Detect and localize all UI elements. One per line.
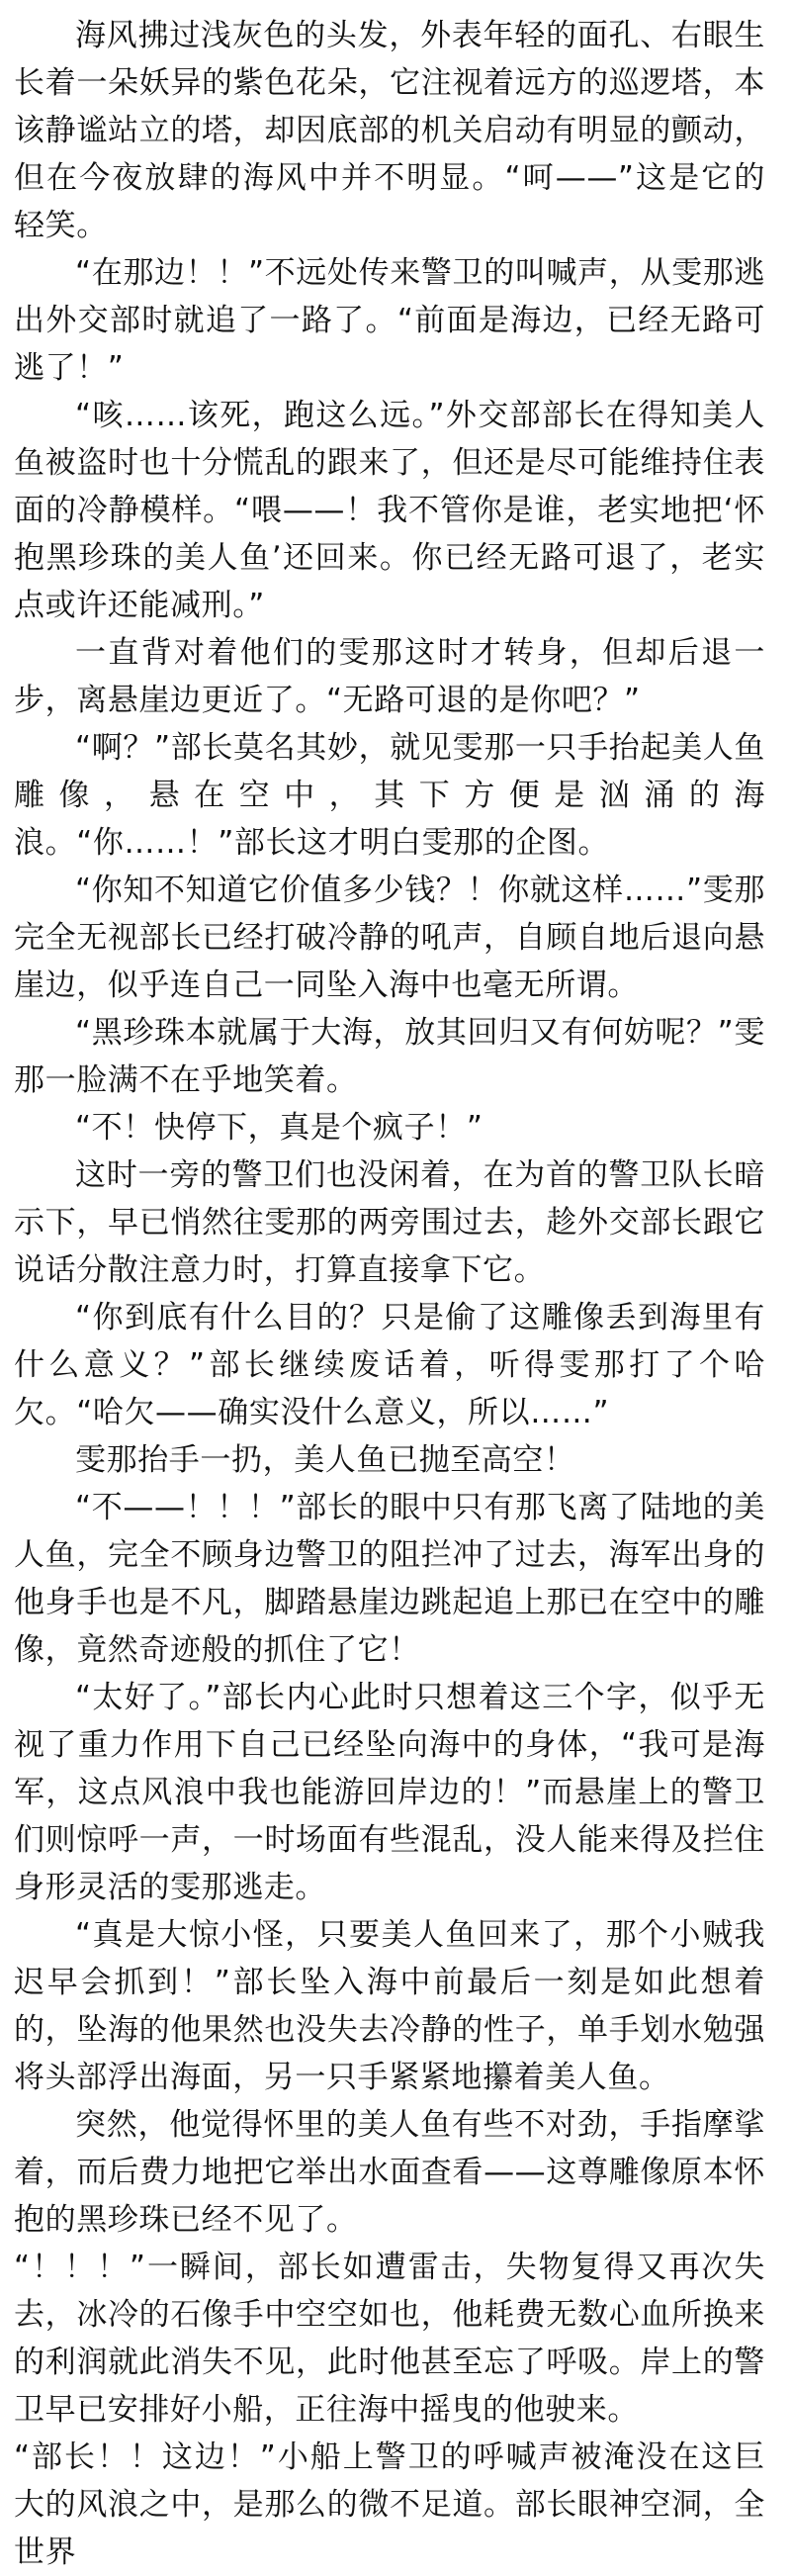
paragraph-11: 雯那抬手一扔，美人鱼已抛至高空！ xyxy=(75,1442,575,1478)
paragraph-15: 突然，他觉得怀里的美人鱼有些不对劲，手指摩挲着，而后费力地把它举出水面查看——这尊雕像原本怀抱的黑珍珠已经不见了。 xyxy=(14,2107,765,2238)
paragraph-12: “不——！！！”部长的眼中只有那飞离了陆地的美人鱼，完全不顾身边警卫的阻拦冲了过去，海军出身的他身手也是不凡，脚踏悬崖边跳起追上那已在空中的雕像，竟然奇迹般的抓住了它！ xyxy=(14,1490,765,1668)
paragraph-6: “你知不知道它价值多少钱？！你就这样……”雯那完全无视部长已经打破冷静的吼声，自顾自地后退向悬崖边，似乎连自己一同坠入海中也毫无所谓。 xyxy=(14,873,765,1003)
paragraph-4: 一直背对着他们的雯那这时才转身，但却后退一步，离悬崖边更近了。“无路可退的是你吧？” xyxy=(14,635,765,718)
paragraph-5: “啊？”部长莫名其妙，就见雯那一只手抬起美人鱼雕像，悬在空中，其下方便是汹涌的海浪。“你……！”部长这才明白雯那的企图。 xyxy=(14,730,765,861)
paragraph-14: “真是大惊小怪，只要美人鱼回来了，那个小贼我迟早会抓到！”部长坠入海中前最后一刻是如此想着的，坠海的他果然也没失去冷静的性子，单手划水勉强将头部浮出海面，另一只手紧紧地攥着美人鱼。 xyxy=(14,1917,765,2095)
paragraph-8: “不！快停下，真是个疯子！” xyxy=(75,1110,483,1146)
story-text-column xyxy=(14,12,765,2576)
paragraph-1: 海风拂过浅灰色的头发，外表年轻的面孔、右眼生长着一朵妖异的紫色花朵，它注视着远方的巡逻塔，本该静谧站立的塔，却因底部的机关启动有明显的颤动，但在今夜放肆的海风中并不明显。“呵——”这是它的轻笑。 xyxy=(14,18,765,243)
paragraph-16: “！！！”一瞬间，部长如遭雷击，失物复得又再次失去，冰冷的石像手中空空如也，他耗费无数心血所换来的利润就此消失不见，此时他甚至忘了呼吸。岸上的警卫早已安排好小船，正往海中摇曳的他驶来。 xyxy=(14,2250,765,2428)
paragraph-10: “你到底有什么目的？只是偷了这雕像丢到海里有什么意义？”部长继续废话着，听得雯那打了个哈欠。“哈欠——确实没什么意义，所以……” xyxy=(14,1300,765,1430)
paragraph-9: 这时一旁的警卫们也没闲着，在为首的警卫队长暗示下，早已悄然往雯那的两旁围过去，趁外交部长跟它说话分散注意力时，打算直接拿下它。 xyxy=(14,1157,765,1288)
paragraph-7: “黑珍珠本就属于大海，放其回归又有何妨呢？”雯那一脸满不在乎地笑着。 xyxy=(14,1015,765,1098)
paragraph-2: “在那边！！”不远处传来警卫的叫喊声，从雯那逃出外交部时就追了一路了。“前面是海边，已经无路可逃了！” xyxy=(14,255,765,386)
paragraph-3: “咳……该死，跑这么远。”外交部部长在得知美人鱼被盗时也十分慌乱的跟来了，但还是尽可能维持住表面的冷静模样。“喂——！我不管你是谁，老实地把‘怀抱黑珍珠的美人鱼’还回来。你已经无路可退了，老实点或许还能减刑。” xyxy=(14,398,765,623)
paragraph-17: “部长！！这边！”小船上警卫的呼喊声被淹没在这巨大的风浪之中，是那么的微不足道。部长眼神空洞，全世界 xyxy=(14,2439,765,2570)
paragraph-13: “太好了。”部长内心此时只想着这三个字，似乎无视了重力作用下自己已经坠向海中的身体，“我可是海军，这点风浪中我也能游回岸边的！”而悬崖上的警卫们则惊呼一声，一时场面有些混乱，没人能来得及拦住身形灵活的雯那逃走。 xyxy=(14,1680,765,1905)
